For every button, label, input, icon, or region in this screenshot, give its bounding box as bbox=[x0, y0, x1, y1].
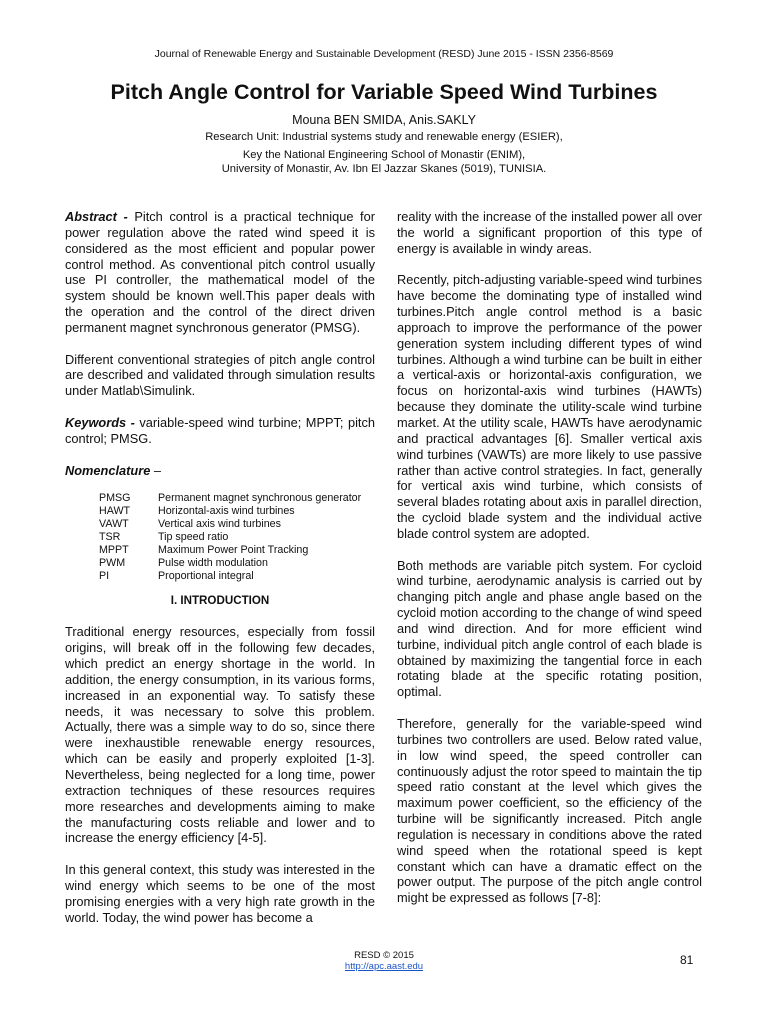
nomenclature-row bbox=[99, 544, 361, 557]
right-paragraph-3: Therefore, generally for the variable-speed wind turbines two controllers are used. Below rated value, in low wind speed, the speed controller can continuously adjust the rotor speed to maintain the tip speed ratio constant at the level which gives the maximum power coefficient, so the efficiency of the turbine will be significantly increased. Pitch angle regulation is necessary in conditions above the rated wind speed when the rotational speed is kept constant which can have a dramatic effect on the power output. The purpose of the pitch angle control might be expressed as follows [7-8]: bbox=[397, 716, 702, 906]
nomenclature-abbr: PI bbox=[99, 569, 110, 582]
nomenclature-definition: Proportional integral bbox=[158, 569, 254, 582]
nomenclature-definition: Pulse width modulation bbox=[158, 556, 268, 569]
footer-link-wrap bbox=[0, 961, 768, 972]
nomenclature-row bbox=[99, 531, 361, 544]
footer-copyright: RESD © 2015 bbox=[354, 950, 414, 961]
abstract bbox=[65, 209, 375, 336]
right-paragraph-2: Both methods are variable pitch system. For cycloid wind turbine, aerodynamic analysis is carried out by changing pitch angle and phase angle based on the cycloid motion according to the change of wind speed and wind direction. And for more efficient wind turbine, individual pitch angle control of each blade is obtained by maximizing the tangential force in each rotating blade at the specific rotating position, optimal. bbox=[397, 557, 702, 700]
nomenclature-abbr: TSR bbox=[99, 531, 121, 544]
nomenclature-definition: Vertical axis wind turbines bbox=[158, 518, 281, 531]
abstract-paragraph-2: Different conventional strategies of pitch angle control are described and validated through simulation results under Matlab\Simulink. bbox=[65, 351, 375, 399]
nomenclature-abbr: PMSG bbox=[99, 492, 131, 505]
section-heading-introduction: I. INTRODUCTION bbox=[170, 593, 270, 607]
affiliation-line-3: University of Monastir, Av. Ibn El Jazzar Skanes (5019), TUNISIA. bbox=[221, 163, 547, 175]
paper-title: Pitch Angle Control for Variable Speed Wind Turbines bbox=[110, 80, 658, 104]
nomenclature-row bbox=[99, 557, 361, 570]
intro-paragraph-1: Traditional energy resources, especially from fossil origins, will break off in the following few decades, which predict an energy shortage in the world. In addition, the energy consumption, in its various forms, increased in an exponential way. To satisfy these needs, it was necessary to solve this problem. Actually, there was a simple way to do so, since there were inexhaustible renewable energy resources, which can be easily and properly exploited [1-3]. Nevertheless, being neglected for a long time, power extraction techniques of these resources requires more researches and developments aiming to make the manufacturing costs reliable and lower and to increase the energy efficiency [4-5]. bbox=[65, 624, 375, 846]
journal-header: Journal of Renewable Energy and Sustainable Development (RESD) June 2015 - ISSN 2356-8569 bbox=[154, 48, 614, 60]
nomenclature-table bbox=[99, 492, 361, 582]
nomenclature-definition: Tip speed ratio bbox=[158, 531, 229, 544]
abstract-label: Abstract - bbox=[65, 209, 128, 224]
keywords-label: Keywords - bbox=[65, 414, 135, 430]
nomenclature-abbr: MPPT bbox=[99, 543, 129, 556]
nomenclature-row bbox=[99, 570, 361, 583]
footer-url-link[interactable]: http://apc.aast.edu bbox=[344, 961, 424, 972]
affiliation-line-1: Research Unit: Industrial systems study and renewable energy (ESIER), bbox=[205, 131, 563, 143]
intro-paragraph-2: In this general context, this study was interested in the wind energy which seems to be one of the most promising energies with a very high rate growth in the world. Today, the wind power has become a bbox=[65, 862, 375, 925]
nomenclature-definition: Maximum Power Point Tracking bbox=[158, 543, 309, 556]
right-paragraph-1: Recently, pitch-adjusting variable-speed wind turbines have become the dominating type of installed wind turbines.Pitch angle control method is a basic approach to improve the performance of the power generation system including different types of wind turbines. Although a wind turbine can be built in either a vertical-axis or horizontal-axis configuration, we focus on horizontal-axis wind turbines (HAWTs) because they dominate the utility-scale wind turbine market. At the utility scale, HAWTs have aerodynamic and practical advantages [6]. Smaller vertical axis wind turbines (VAWTs) are more likely to use passive rather than active control strategies. In fact, generally for vertical axis wind turbine, which consists of several blades rotating about axis in parallel direction, the cycloid blade system and the individual active blade control system are adopted. bbox=[397, 272, 702, 541]
authors: Mouna BEN SMIDA, Anis.SAKLY bbox=[292, 113, 476, 127]
right-paragraph-0: reality with the increase of the installed power all over the world a significant proportion of this type of energy is available in windy areas. bbox=[397, 209, 702, 256]
nomenclature-abbr: HAWT bbox=[99, 505, 131, 518]
nomenclature-definition: Permanent magnet synchronous generator bbox=[158, 492, 362, 505]
left-column bbox=[65, 209, 375, 925]
nomenclature-row bbox=[99, 518, 361, 531]
nomenclature-row bbox=[99, 492, 361, 505]
nomenclature-heading: Nomenclature – bbox=[65, 462, 162, 478]
nomenclature-abbr: VAWT bbox=[99, 518, 129, 531]
page-number: 81 bbox=[680, 953, 694, 967]
affiliation-line-2: Key the National Engineering School of Monastir (ENIM), bbox=[242, 149, 526, 161]
nomenclature-row bbox=[99, 505, 361, 518]
abstract-text: Pitch control is a practical technique for power regulation above the rated wind speed it is considered as the most efficient and popular power control method. As conventional pitch control usually use PI controller, the mathematical model of the system should be known well.This paper deals with the operation and the control of the direct driven permanent magnet synchronous generator (PMSG). bbox=[65, 209, 375, 335]
nomenclature-abbr: PWM bbox=[99, 556, 126, 569]
right-column bbox=[397, 209, 702, 906]
keywords bbox=[65, 415, 375, 447]
nomenclature-definition: Horizontal-axis wind turbines bbox=[158, 505, 295, 518]
keywords-text: variable-speed wind turbine; MPPT; pitch control; PMSG. bbox=[65, 414, 376, 446]
